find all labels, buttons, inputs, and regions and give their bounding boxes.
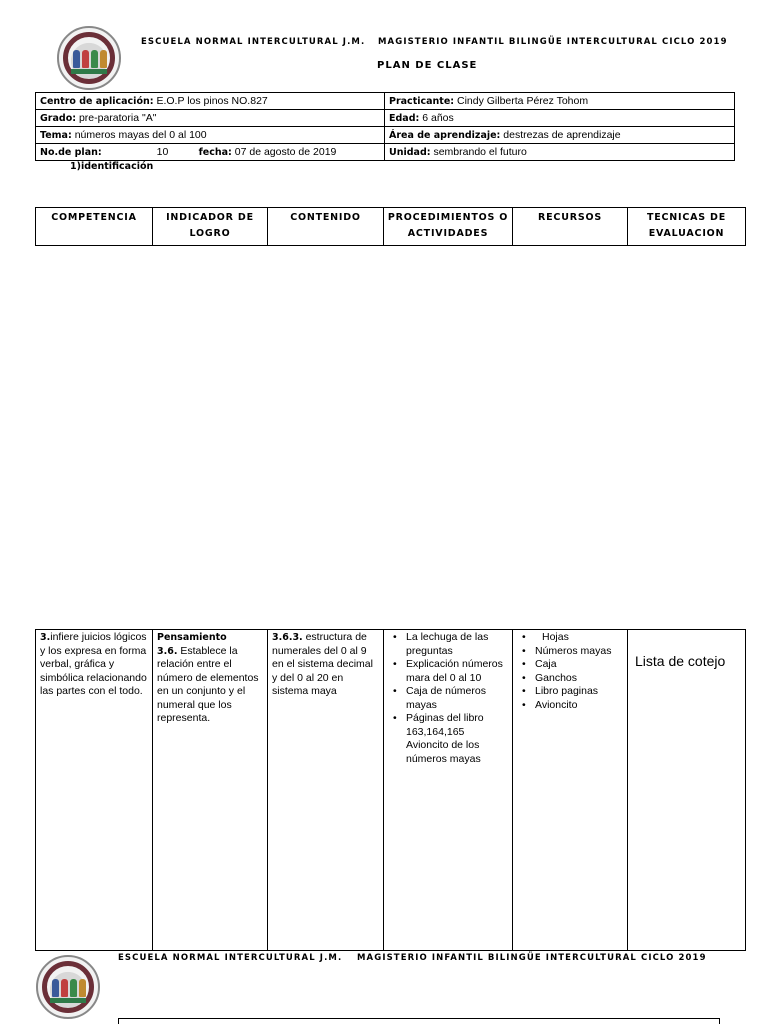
tema-label: Tema: (40, 130, 72, 141)
cell-indicador (153, 630, 268, 951)
list-item: • Ganchos (517, 672, 623, 686)
indicador-number: 3.6. (157, 645, 178, 657)
school-logo (57, 26, 121, 90)
plan-cell (36, 144, 385, 161)
next-page-table-edge (118, 1018, 720, 1024)
list-item: • Páginas del libro 163,164,165 (388, 712, 508, 739)
indicador-heading: Pensamiento (157, 632, 227, 643)
cell-contenido (268, 630, 384, 951)
contenido-number: 3.6.3. (272, 632, 303, 643)
col-recursos: RECURSOS (513, 208, 628, 246)
col-indicador: INDICADOR DE LOGRO (153, 208, 268, 246)
cell-procedimientos (384, 630, 513, 951)
practicante-label: Practicante: (389, 96, 455, 107)
list-item: • Caja (517, 658, 623, 672)
list-item: • Hojas (517, 631, 623, 645)
indicador-text: Establece la relación entre el número de elementos en un conjunto y el numeral que los representa. (157, 644, 259, 724)
centro-cell (36, 93, 385, 110)
list-item: • Libro paginas (517, 685, 623, 699)
cell-competencia (36, 630, 153, 951)
page-title: PLAN DE CLASE (377, 60, 478, 71)
procedimientos-extra: Avioncito de los números mayas (406, 739, 481, 765)
unidad-label: Unidad: (389, 147, 431, 158)
unidad-value: sembrando el futuro (430, 146, 527, 158)
list-item: • Números mayas (517, 645, 623, 659)
school-name-bottom: ESCUELA NORMAL INTERCULTURAL J.M. (118, 953, 343, 963)
grado-label: Grado: (40, 113, 77, 124)
list-item: • Explicación números mara del 0 al 10 (388, 658, 508, 685)
list-item: • Avioncito (517, 699, 623, 713)
identification-table (35, 92, 735, 161)
list-item: • La lechuga de las preguntas (388, 631, 508, 658)
competencia-number: 3. (40, 632, 51, 643)
plan-body-table (35, 629, 746, 951)
fecha-label: fecha: (198, 147, 232, 158)
school-name: ESCUELA NORMAL INTERCULTURAL J.M. (141, 37, 366, 47)
grado-value: pre-paratoria "A" (76, 112, 157, 124)
section-heading: 1)identificación (70, 161, 154, 172)
edad-label: Edad: (389, 113, 420, 124)
grado-cell (36, 110, 385, 127)
centro-value: E.O.P los pinos NO.827 (153, 95, 268, 107)
edad-value: 6 años (419, 112, 454, 124)
contenido-text: estructura de numerales del 0 al 9 en el sistema decimal y del 0 al 20 en sistema maya (272, 631, 373, 697)
col-tecnicas: TECNICAS DE EVALUACION (628, 208, 746, 246)
unidad-cell (385, 144, 735, 161)
plan-value: 10 (156, 146, 169, 158)
col-procedimientos: PROCEDIMIENTOS O ACTIVIDADES (384, 208, 513, 246)
col-contenido: CONTENIDO (268, 208, 384, 246)
list-item: • Caja de números mayas (388, 685, 508, 712)
procedimientos-list (388, 631, 508, 739)
practicante-cell (385, 93, 735, 110)
recursos-list (517, 631, 623, 712)
edad-cell (385, 110, 735, 127)
centro-label: Centro de aplicación: (40, 96, 154, 107)
cell-recursos (513, 630, 628, 951)
program-name-bottom: MAGISTERIO INFANTIL BILINGÜE INTERCULTURAL CICLO 2019 (357, 953, 707, 963)
cell-tecnicas (628, 630, 746, 951)
plan-label: No.de plan: (40, 147, 102, 158)
tema-value: números mayas del 0 al 100 (71, 129, 207, 141)
program-name: MAGISTERIO INFANTIL BILINGÜE INTERCULTURAL CICLO 2019 (378, 37, 728, 47)
fecha-value: 07 de agosto de 2019 (231, 146, 337, 158)
school-logo-bottom (36, 955, 100, 1019)
col-competencia: COMPETENCIA (36, 208, 153, 246)
area-label: Área de aprendizaje: (389, 130, 501, 141)
tema-cell (36, 127, 385, 144)
tecnicas-text: Lista de cotejo (635, 653, 726, 669)
area-cell (385, 127, 735, 144)
competencia-text: infiere juicios lógicos y los expresa en forma verbal, gráfica y simbólica relacionando las partes con el todo. (40, 631, 147, 697)
area-value: destrezas de aprendizaje (500, 129, 621, 141)
practicante-value: Cindy Gilberta Pérez Tohom (454, 95, 589, 107)
plan-header-table (35, 207, 746, 246)
